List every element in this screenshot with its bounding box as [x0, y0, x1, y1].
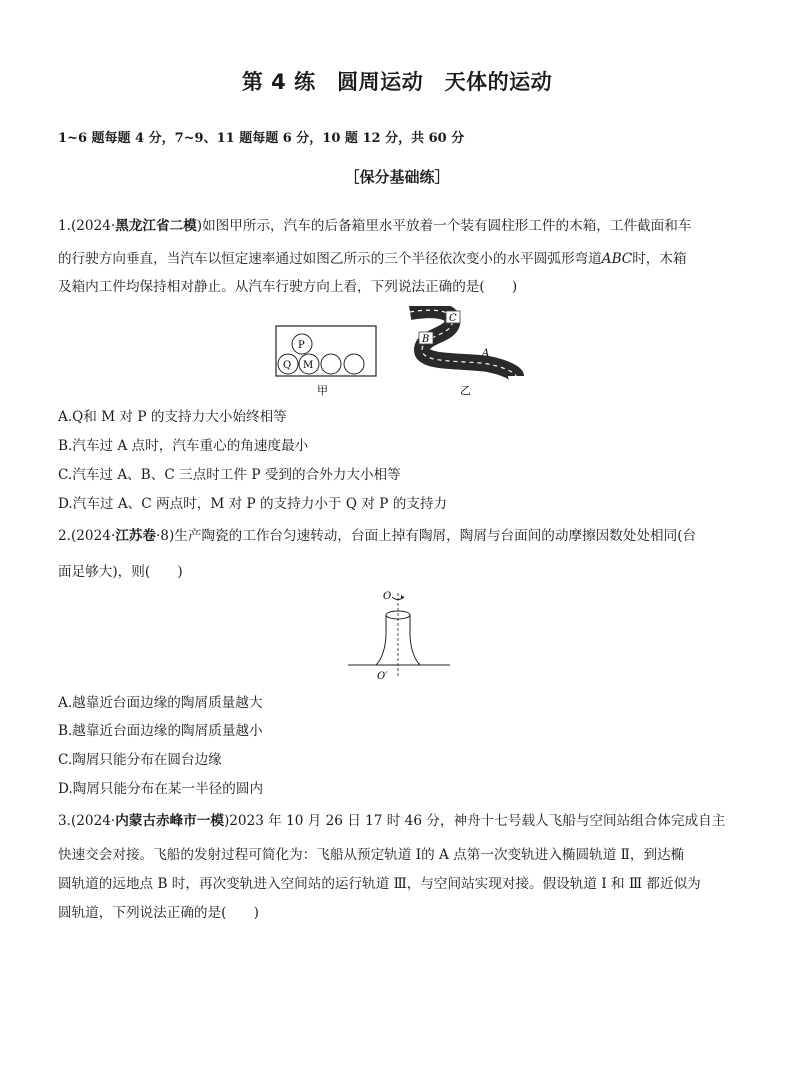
q3-line-4: 圆轨道，下列说法正确的是( ) [58, 905, 259, 921]
q2-line-1 [58, 524, 696, 544]
q1-line1-rest: )如图甲所示，汽车的后备箱里水平放着一个装有圆柱形工件的木箱，工件截面和车 [196, 218, 692, 234]
q3-line-2: 快速交会对接。飞船的发射过程可简化为：飞船从预定轨道 Ⅰ的 A 点第一次变轨进入椭圆轨道 Ⅱ，到达椭 [58, 847, 685, 863]
q2-source: 江苏卷 [115, 528, 156, 544]
q1-line-3: 及箱内工件均保持相对静止。从汽车行驶方向上看，下列说法正确的是( ) [58, 279, 518, 295]
q2-option-b[interactable]: B.越靠近台面边缘的陶屑质量越小 [58, 723, 263, 739]
q1-option-a[interactable]: A.Q和 M 对 P 的支持力大小始终相等 [58, 409, 287, 425]
q2-option-c[interactable]: C.陶屑只能分布在圆台边缘 [58, 752, 222, 768]
q1-prefix: 1.(2024· [58, 218, 116, 234]
figure-yi-road [404, 306, 524, 398]
q1-line-1 [58, 214, 691, 234]
label-m: M [303, 360, 314, 371]
label-b: B [422, 334, 430, 345]
q3-prefix: 3.(2024· [58, 813, 116, 829]
circle-4 [321, 354, 341, 374]
q1-line-2 [58, 247, 687, 267]
caption-yi: 乙 [460, 384, 471, 397]
label-o-prime: O′ [377, 671, 388, 682]
label-a: A [482, 348, 490, 359]
score-line: 1~6 题每题 4 分，7~9、11 题每题 6 分，10 题 12 分，共 60 分 [58, 131, 465, 146]
label-q: Q [283, 360, 292, 371]
figure-pottery-table [344, 585, 454, 685]
label-c: C [449, 313, 457, 324]
q2-line-2: 面足够大)，则( ) [58, 564, 183, 580]
figure-jia-box [270, 322, 382, 398]
caption-jia: 甲 [317, 384, 328, 397]
q3-line-3: 圆轨道的远地点 B 时，再次变轨进入空间站的运行轨道 Ⅲ，与空间站实现对接。假设轨道 Ⅰ 和 Ⅲ 都近似为 [58, 876, 701, 892]
q3-line-1 [58, 809, 725, 829]
section-heading: ［保分基础练］ [344, 168, 450, 186]
q1-source: 黑龙江省二模 [115, 218, 197, 234]
page-title: 第 4 练 圆周运动 天体的运动 [241, 70, 553, 94]
label-o: O [383, 591, 392, 602]
q1-line2-b: 时，木箱 [632, 251, 687, 267]
q2-option-d[interactable]: D.陶屑只能分布在某一半径的圆内 [58, 781, 264, 797]
q2-line1-rest: ·8)生产陶瓷的工作台匀速转动，台面上掉有陶屑，陶屑与台面间的动摩擦因数处处相同(台 [155, 528, 697, 544]
q1-option-c[interactable]: C.汽车过 A、B、C 三点时工件 P 受到的合外力大小相等 [58, 467, 401, 483]
q3-source: 内蒙古赤峰市一模 [115, 813, 224, 829]
q2-prefix: 2.(2024· [58, 528, 116, 544]
q3-line1-rest: )2023 年 10 月 26 日 17 时 46 分，神舟十七号载人飞船与空间站组合体完成自主 [223, 813, 726, 829]
q1-line2-abc: ABC [601, 251, 633, 267]
q1-option-b[interactable]: B.汽车过 A 点时，汽车重心的角速度最小 [58, 438, 309, 454]
q1-line2-a: 的行驶方向垂直，当汽车以恒定速率通过如图乙所示的三个半径依次变小的水平圆弧形弯道 [58, 251, 602, 267]
q1-option-d[interactable]: D.汽车过 A、C 两点时，M 对 P 的支持力小于 Q 对 P 的支持力 [58, 496, 448, 512]
label-p: P [298, 340, 305, 351]
q2-option-a[interactable]: A.越靠近台面边缘的陶屑质量越大 [58, 695, 263, 711]
circle-5 [344, 354, 364, 374]
